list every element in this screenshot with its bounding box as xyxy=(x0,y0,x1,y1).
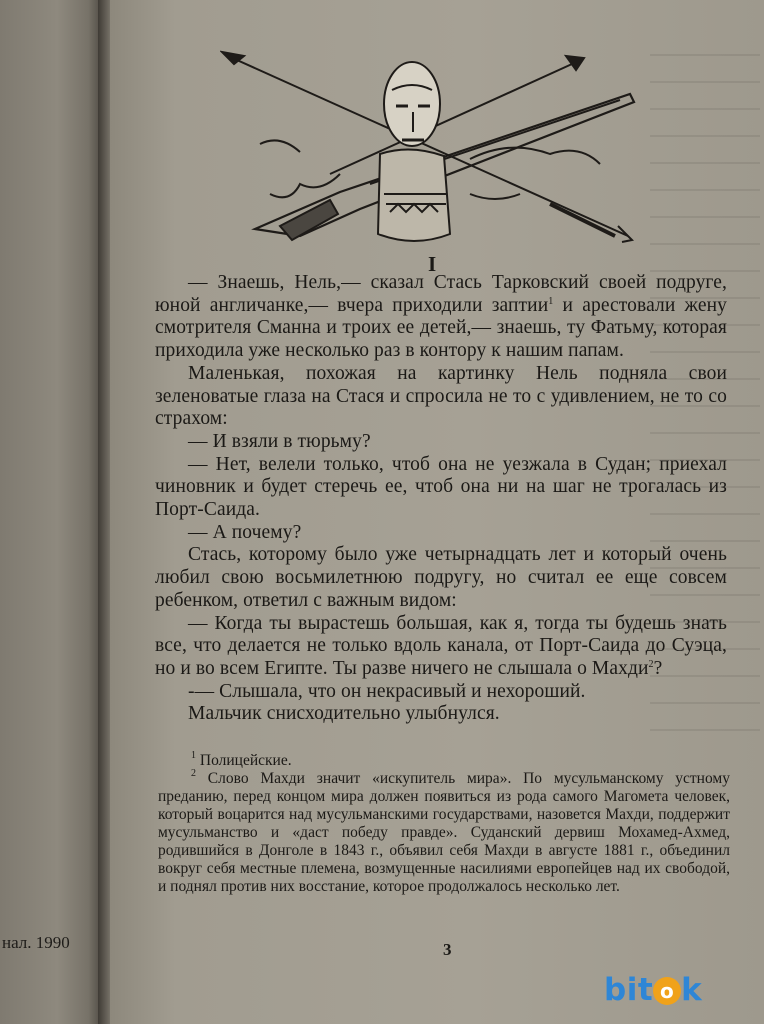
chapter-illustration-icon xyxy=(220,44,640,249)
watermark-prefix: bit xyxy=(604,972,654,1008)
body-paragraph xyxy=(155,431,727,454)
footnote-mark: 2 xyxy=(191,768,196,779)
footnote-text: Слово Махди значит «искупитель мира». По мусульманскому устному преданию, перед концом мира должен появиться из рода самого Магомета человек, который воцарится над мусульманскими государствами, назовется Махди, поддержит мусульманство и «даст победу правде». Суданский дервиш Мохамед-Ахмед, родившийся в Донголе в 1843 г., объявил себя Махди в августе 1881 г., объединил вокруг себя местные племена, возмущенные насилиями европейцев над их свободой, и поднял против них восстание, которое продолжалось несколько лет. xyxy=(158,770,730,895)
body-paragraph xyxy=(155,454,727,522)
paragraph-text: Маленькая, похожая на картинку Нель подняла свои зеленоватые глаза на Стася и спросила не то с удивлением, не то со страхом: xyxy=(155,362,727,430)
footnotes xyxy=(158,752,730,896)
footnote-reference: 1 xyxy=(548,295,554,307)
footnote-mark: 1 xyxy=(191,750,196,761)
body-paragraph xyxy=(155,613,727,681)
paragraph-text: Стась, которому было уже четырнадцать лет и который очень любил свою восьмилетнюю подругу, но считал ее еще совсем ребенком, ответил с важным видом: xyxy=(155,544,727,611)
paragraph-text: — Нет, велели только, чтоб она не уезжала в Судан; приехал чиновник и будет стеречь ее, чтоб она ни на шаг не трогалась из Порт-Саида. xyxy=(155,453,727,521)
paragraph-text: ? xyxy=(653,657,663,679)
watermark-suffix: k xyxy=(681,972,703,1008)
body-paragraph xyxy=(155,544,727,612)
body-paragraph xyxy=(155,522,727,545)
body-paragraph xyxy=(155,363,727,431)
watermark-logo xyxy=(604,972,702,1008)
paragraph-text: — И взяли в тюрьму? xyxy=(188,430,371,452)
left-page-footer-fragment: нал. 1990 xyxy=(2,933,70,952)
paragraph-text: — Когда ты вырастешь большая, как я, тогда ты будешь знать все, что делается не только вдоль канала, от Порт-Саида до Суэца, но и во всем Египте. Ты разве ничего не слышала о Махди xyxy=(155,612,727,679)
footnote xyxy=(158,770,730,896)
body-paragraph xyxy=(155,272,727,363)
left-page xyxy=(0,0,104,1024)
paragraph-text: -— Слышала, что он некрасивый и нехороший. xyxy=(188,680,586,702)
paragraph-text: — А почему? xyxy=(188,521,302,543)
chapter-number: I xyxy=(428,252,437,276)
body-paragraph xyxy=(155,703,727,726)
paragraph-text: — Знаешь, Нель,— сказал Стась Тарковский своей подруге, юной англичанке,— вчера приходили заптии xyxy=(155,272,727,316)
watermark-circle-letter: o xyxy=(653,977,681,1005)
chapter-body-text xyxy=(155,272,727,726)
page-number: 3 xyxy=(443,940,452,959)
footnote-reference: 2 xyxy=(648,658,654,670)
footnote xyxy=(158,752,730,770)
paragraph-text: и арестовали жену смотрителя Сманна и троих ее детей,— знаешь, ту Фатьму, которая приходила уже несколько раз в контору к нашим папам. xyxy=(155,294,727,362)
body-paragraph xyxy=(155,681,727,704)
right-page xyxy=(110,0,764,1024)
paragraph-text: Мальчик снисходительно улыбнулся. xyxy=(188,703,500,725)
footnote-text: Полицейские. xyxy=(196,752,292,769)
